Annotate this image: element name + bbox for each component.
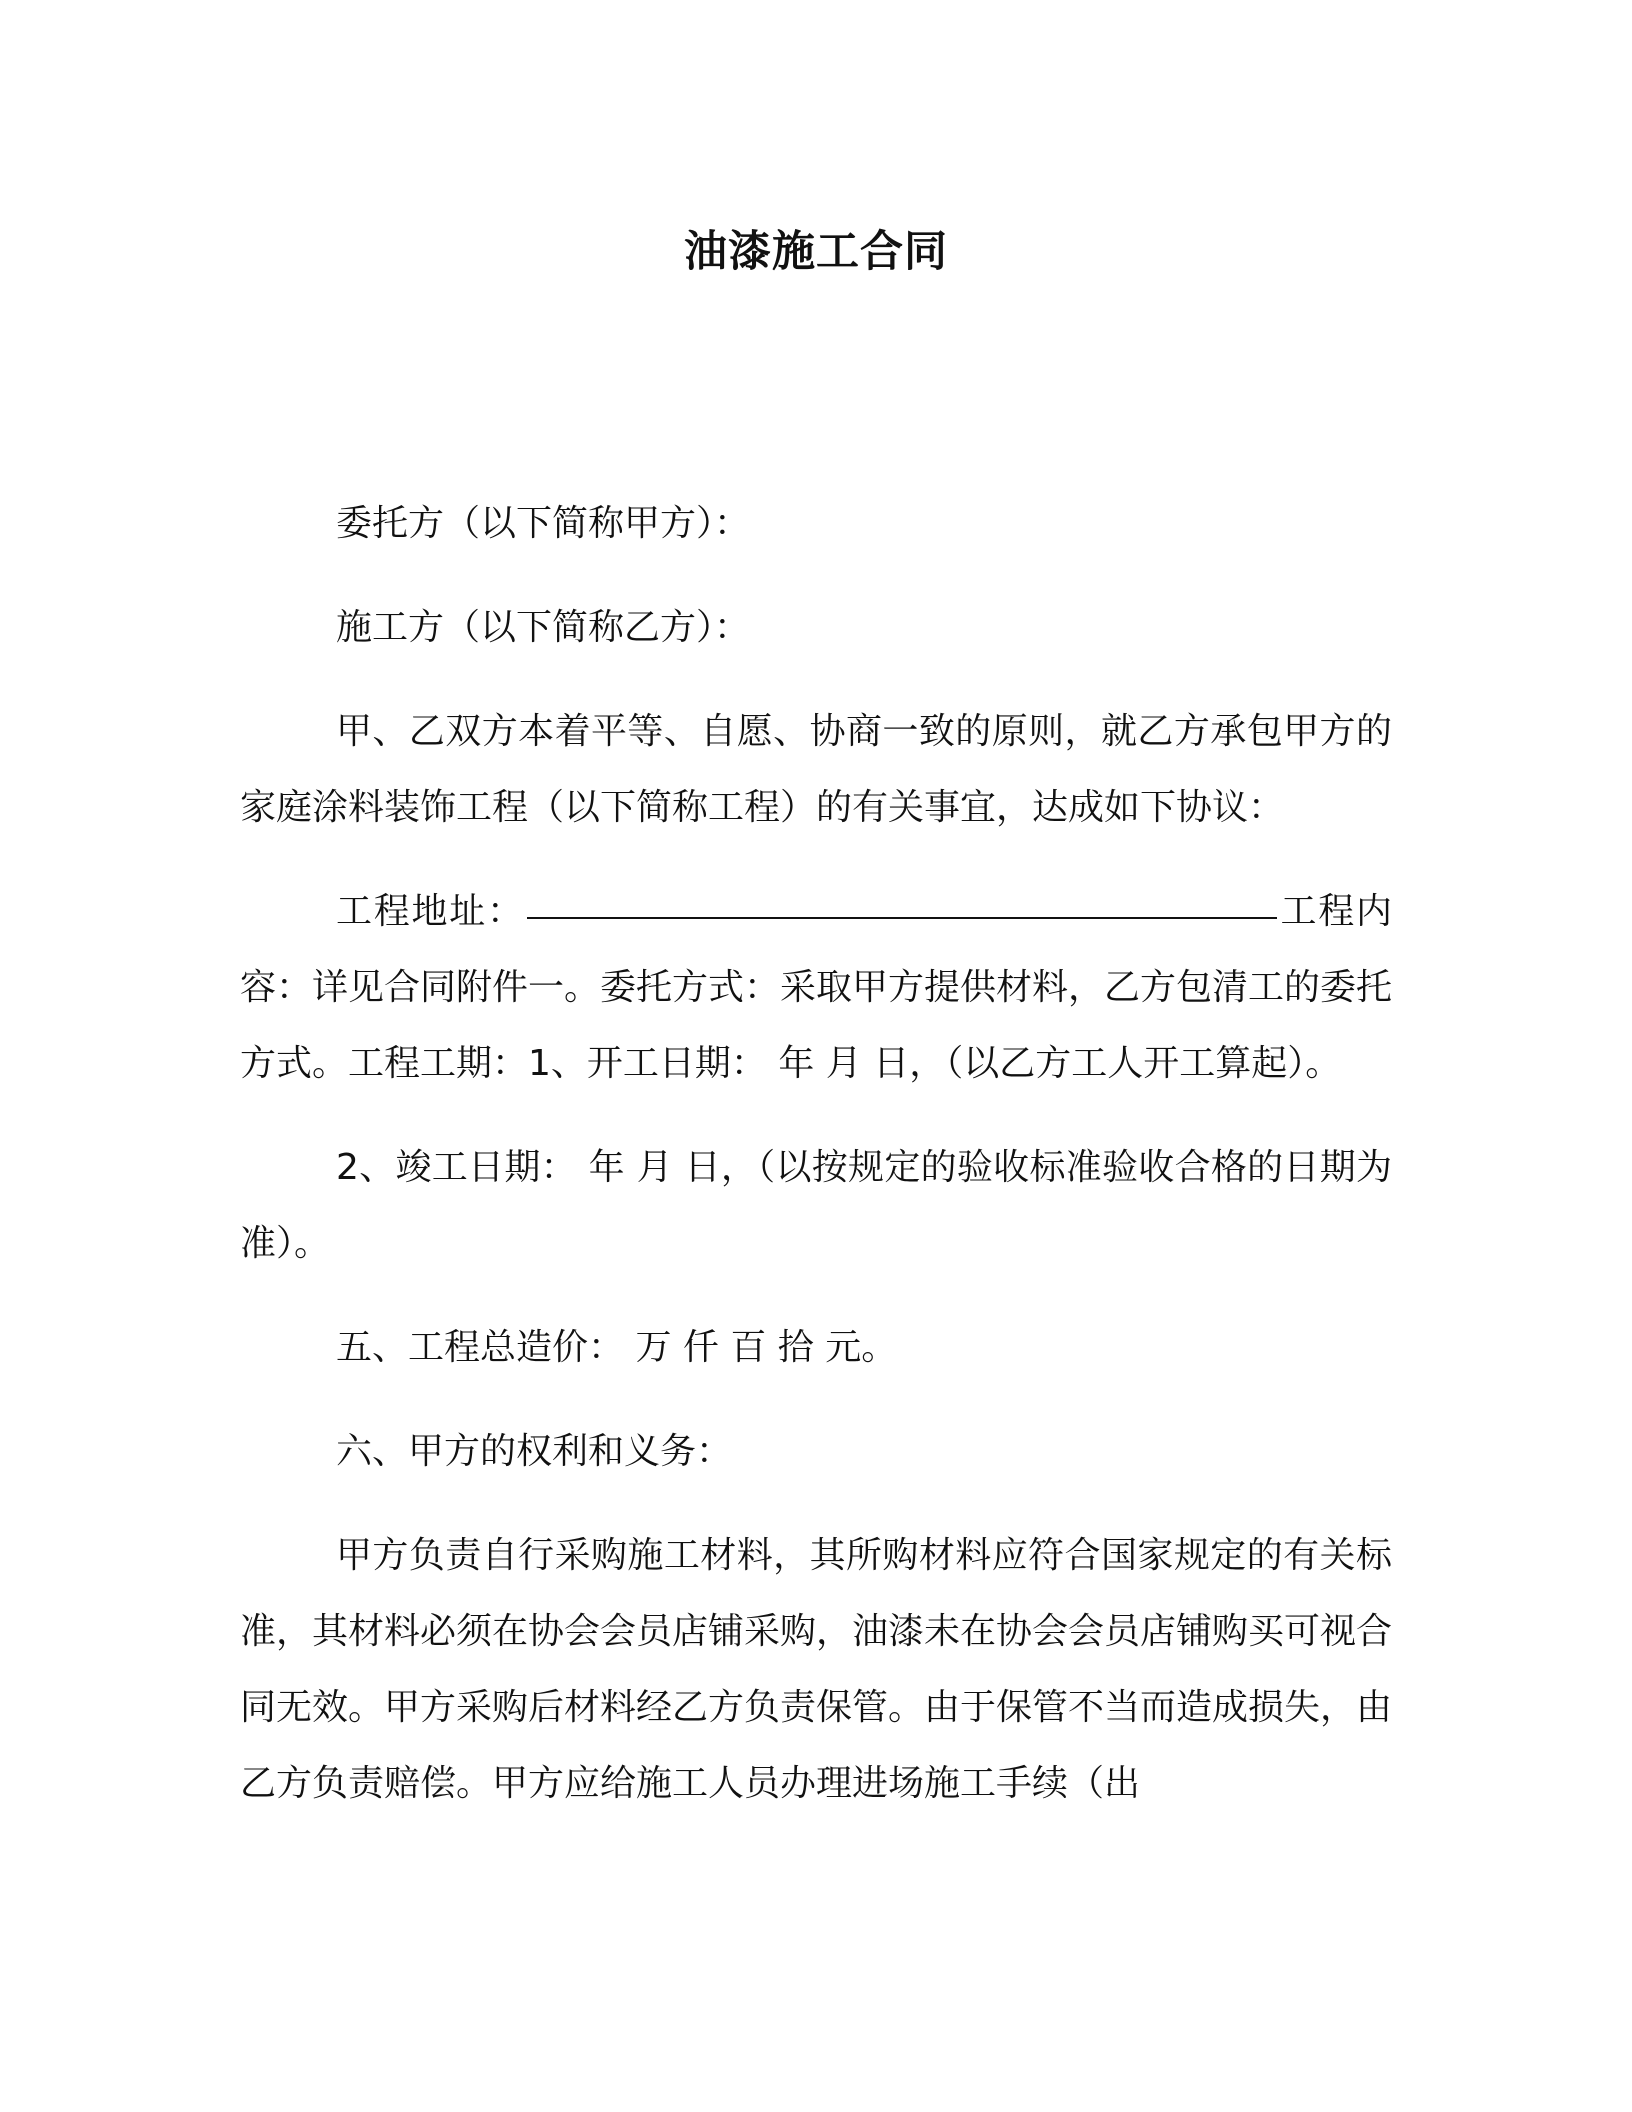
document-body xyxy=(240,486,1392,1850)
document-title: 油漆施工合同 xyxy=(684,227,948,277)
intro-paragraph: 甲、乙双方本着平等、自愿、协商一致的原则，就乙方承包甲方的家庭涂料装饰工程（以下简称工程）的有关事宜，达成如下协议： xyxy=(240,711,1392,828)
price-paragraph: 五、工程总造价： 万 仟 百 拾 元。 xyxy=(336,1327,898,1368)
client-line: 委托方（以下简称甲方）： xyxy=(336,503,751,544)
address-label: 工程地址： xyxy=(336,891,525,932)
rights-paragraph: 甲方负责自行采购施工材料，其所购材料应符合国家规定的有关标准，其材料必须在协会会员店铺采购，油漆未在协会会员店铺购买可视合同无效。甲方采购后材料经乙方负责保管。由于保管不当而造成损失，由乙方负责赔偿。甲方应给施工人员办理进场施工手续（出 xyxy=(240,1535,1393,1804)
address-paragraph xyxy=(240,874,1392,1102)
address-rest: 工程内容：详见合同附件一。委托方式：采取甲方提供材料，乙方包清工的委托方式。工程工期：1、开工日期： 年 月 日，（以乙方工人开工算起）。 xyxy=(240,891,1393,1084)
rights-heading: 六、甲方的权利和义务： xyxy=(336,1431,733,1472)
address-blank-line xyxy=(527,916,1277,919)
contractor-line: 施工方（以下简称乙方）： xyxy=(336,607,751,648)
completion-paragraph: 2、竣工日期： 年 月 日，（以按规定的验收标准验收合格的日期为准）。 xyxy=(240,1147,1392,1264)
